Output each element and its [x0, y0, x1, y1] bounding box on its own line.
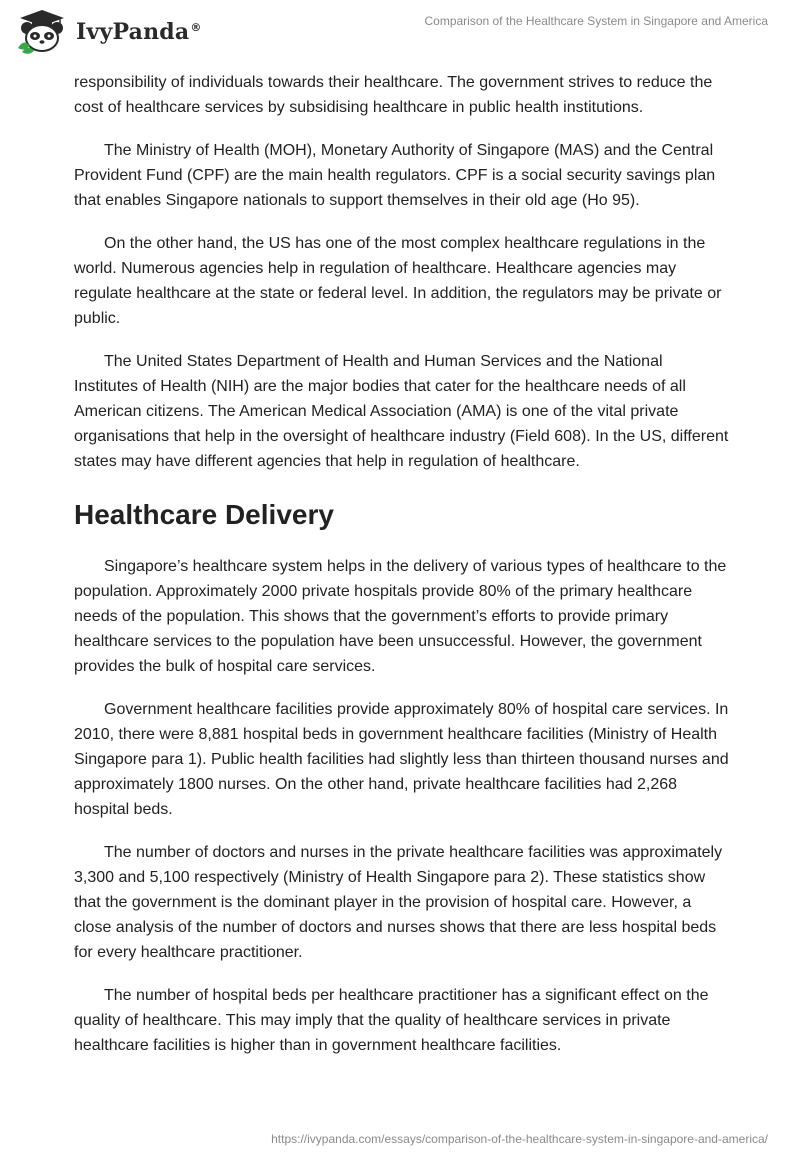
paragraph: The United States Department of Health and Human Services and the National Institutes of Health (NIH) are the major bodies that cater for the healthcare needs of all American citizens. The American Medical Association (AMA) is one of the vital private organisations that help in the oversight of healthcare industry (Field 608). In the US, different states may have different agencies that help in regulation of healthcare.	[74, 353, 729, 470]
paragraph: The number of doctors and nurses in the private healthcare facilities was approximately 3,300 and 5,100 respectively (Ministry of Health Singapore para 2). These statistics show that the government is the dominant player in the provision of hospital care. However, a close analysis of the number of doctors and nurses shows that there are less hospital beds for every healthcare practitioner.	[74, 844, 723, 961]
page-header	[0, 0, 800, 62]
paragraph: The number of hospital beds per healthcare practitioner has a significant effect on the quality of healthcare. This may imply that the quality of healthcare services in private healthcare facilities is higher than in government healthcare facilities.	[74, 987, 709, 1054]
source-url[interactable]: https://ivypanda.com/essays/comparison-of-the-healthcare-system-in-singapore-and-america/	[271, 1132, 768, 1146]
paragraph: Government healthcare facilities provide approximately 80% of hospital care services. In 2010, there were 8,881 hospital beds in government healthcare facilities (Ministry of Health Singapore para 1). Public health facilities had slightly less than thirteen thousand nurses and approximately 1800 nurses. On the other hand, private healthcare facilities had 2,268 hospital beds.	[74, 701, 729, 818]
logo-text	[76, 19, 202, 45]
paragraph: responsibility of individuals towards their healthcare. The government strives to reduce the cost of healthcare services by subsidising healthcare in public health institutions.	[74, 74, 713, 116]
paragraph: Singapore’s healthcare system helps in the delivery of various types of healthcare to the population. Approximately 2000 private hospitals provide 80% of the primary healthcare needs of the population. This shows that the government’s efforts to provide primary healthcare services to the population have been unsuccessful. However, the government provides the bulk of hospital care services.	[74, 558, 727, 675]
essay-content	[74, 70, 730, 1076]
panda-logo-icon	[14, 8, 70, 54]
registered-mark: ®	[190, 20, 202, 34]
logo-wordmark: IvyPanda	[76, 19, 190, 45]
paragraph: On the other hand, the US has one of the most complex healthcare regulations in the world. Numerous agencies help in regulation of healthcare. Healthcare agencies may regulate healthcare at the state or federal level. In addition, the regulators may be private or public.	[74, 235, 722, 327]
section-heading: Healthcare Delivery	[74, 499, 334, 530]
document-title: Comparison of the Healthcare System in Singapore and America	[424, 14, 768, 28]
paragraph: The Ministry of Health (MOH), Monetary Authority of Singapore (MAS) and the Central Provident Fund (CPF) are the main health regulators. CPF is a social security savings plan that enables Singapore nationals to support themselves in their old age (Ho 95).	[74, 142, 716, 209]
site-logo[interactable]	[14, 8, 202, 54]
